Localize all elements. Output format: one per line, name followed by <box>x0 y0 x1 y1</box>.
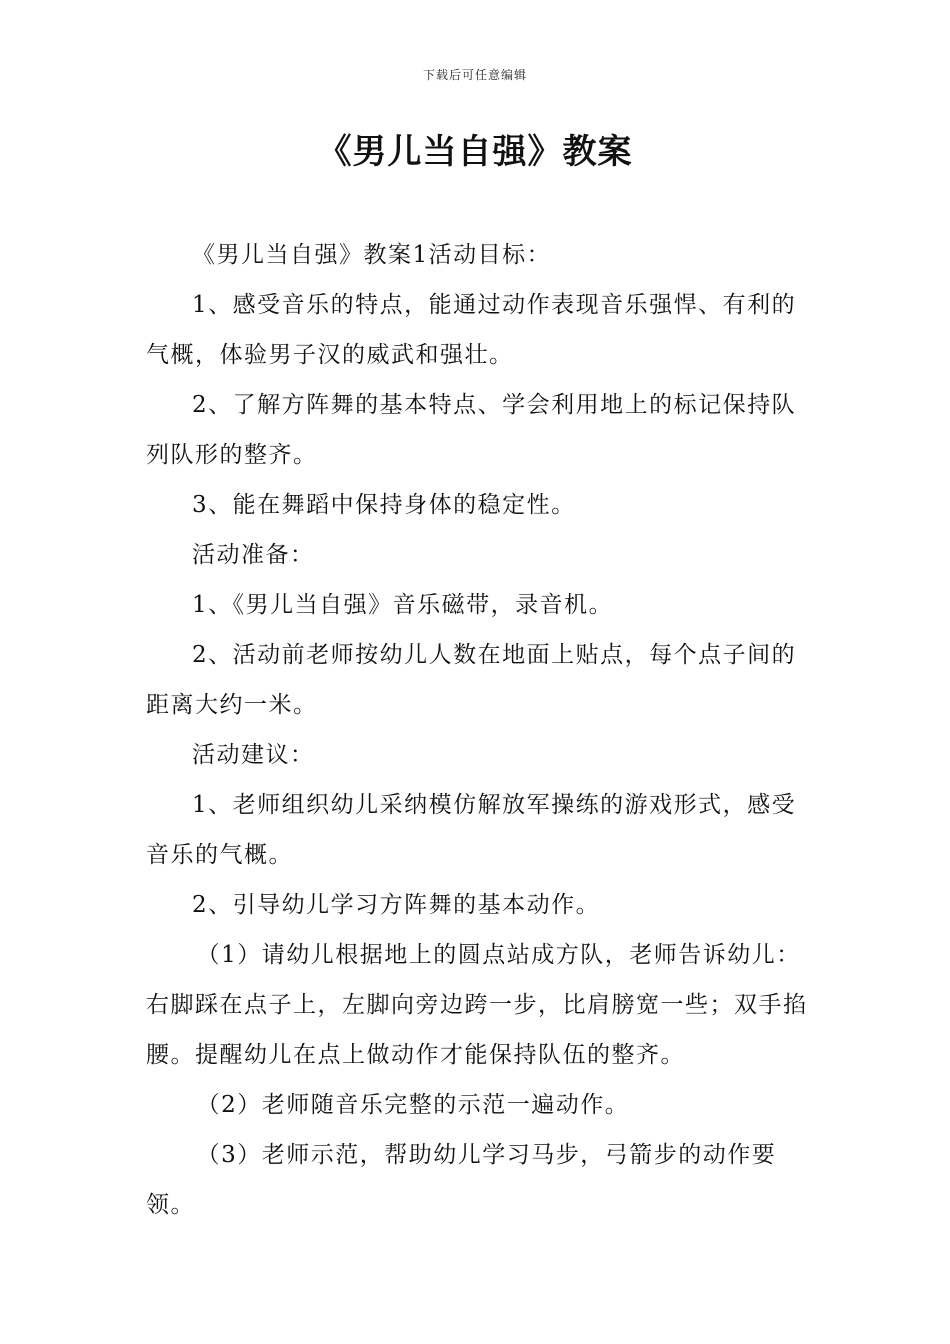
paragraph-step-1: （1）请幼儿根据地上的圆点站成方队，老师告诉幼儿：右脚踩在点子上，左脚向旁边跨一步，比肩膀宽一些；双手掐腰。提醒幼儿在点上做动作才能保持队伍的整齐。 <box>146 942 808 1068</box>
paragraph-prep-1: 1、《男儿当自强》音乐磁带，录音机。 <box>192 592 614 618</box>
paragraph-goal-2: 2、了解方阵舞的基本特点、学会利用地上的标记保持队列队形的整齐。 <box>146 392 797 468</box>
document-title: 《男儿当自强》教案 <box>317 132 633 172</box>
section-heading-preparation: 活动准备： <box>192 542 315 568</box>
paragraph-step-3: （3）老师示范，帮助幼儿学习马步，弓箭步的动作要领。 <box>146 1142 777 1218</box>
paragraph-step-2: （2）老师随音乐完整的示范一遍动作。 <box>196 1092 630 1118</box>
paragraph-goal-3: 3、能在舞蹈中保持身体的稳定性。 <box>192 492 576 518</box>
paragraph-prep-2: 2、活动前老师按幼儿人数在地面上贴点，每个点子间的距离大约一米。 <box>146 642 797 718</box>
page-header-note: 下载后可任意编辑 <box>422 68 527 82</box>
paragraph-suggestion-1: 1、老师组织幼儿采纳模仿解放军操练的游戏形式，感受音乐的气概。 <box>146 792 797 868</box>
paragraph-intro-goals: 《男儿当自强》教案1活动目标： <box>192 242 552 268</box>
paragraph-goal-1: 1、感受音乐的特点，能通过动作表现音乐强悍、有利的气概，体验男子汉的威武和强壮。 <box>146 292 797 368</box>
paragraph-suggestion-2: 2、引导幼儿学习方阵舞的基本动作。 <box>192 892 601 918</box>
section-heading-suggestions: 活动建议： <box>192 742 315 768</box>
document-body <box>146 230 818 1230</box>
